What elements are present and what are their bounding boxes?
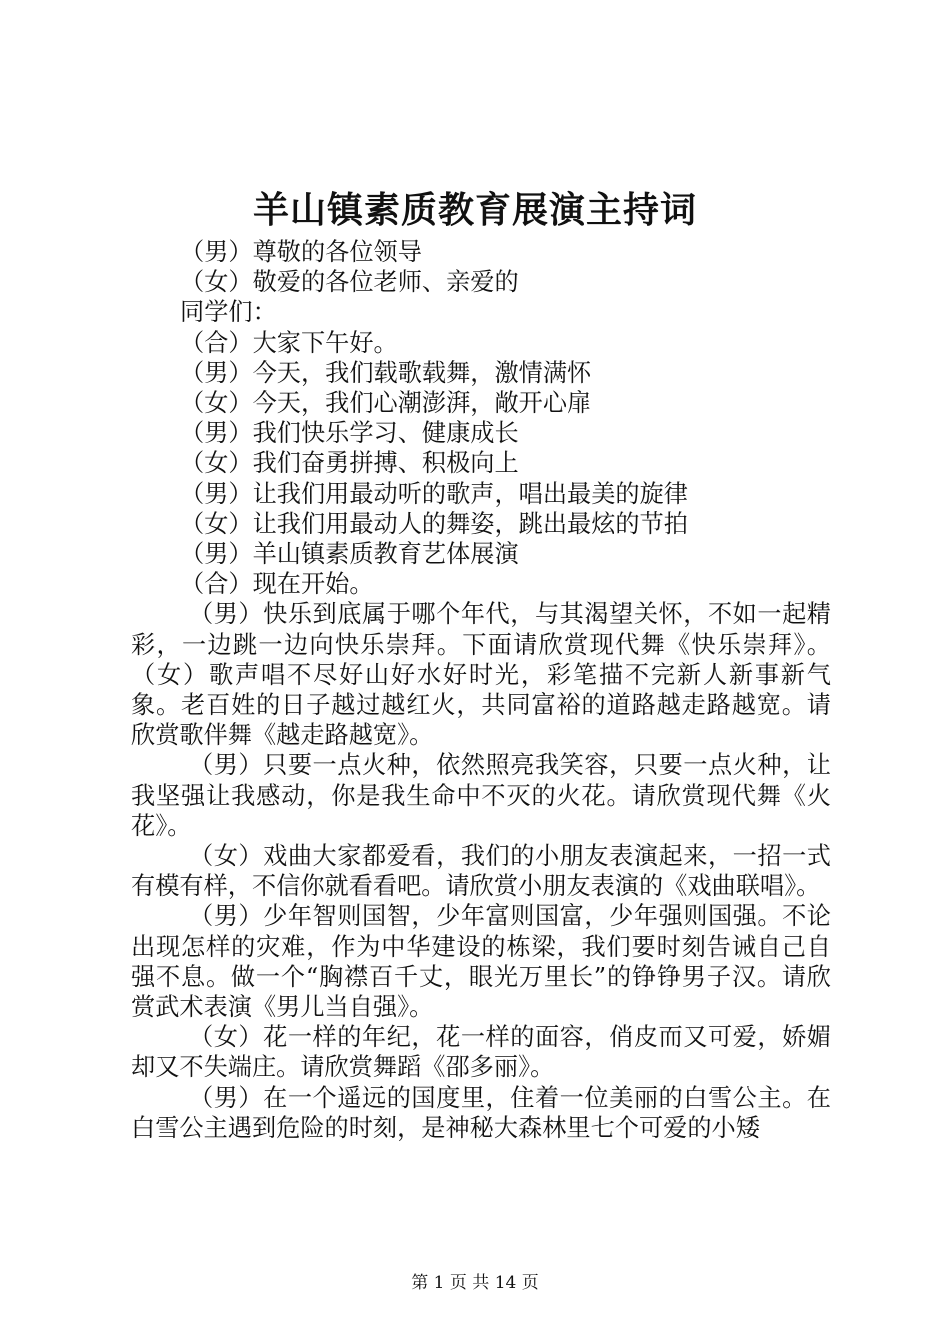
dialogue-line: （女）我们奋勇拼搏、积极向上 bbox=[180, 449, 519, 478]
dialogue-line: （男）让我们用最动听的歌声，唱出最美的旋律 bbox=[180, 479, 688, 508]
dialogue-line: （女）让我们用最动人的舞姿，跳出最炫的节拍 bbox=[180, 509, 688, 538]
page-footer: 第 1 页 共 14 页 bbox=[411, 1273, 539, 1293]
document-body bbox=[131, 237, 831, 1143]
dialogue-line: （女）今天，我们心潮澎湃，敞开心扉 bbox=[180, 389, 592, 418]
dialogue-line: （男）尊敬的各位领导 bbox=[180, 238, 422, 266]
paragraph: （女）戏曲大家都爱看，我们的小朋友表演起来，一招一式有模有样，不信你就看看吧。请欣赏小朋友表演的《戏曲联唱》。 bbox=[131, 842, 831, 901]
dialogue-line: （女）敬爱的各位老师、亲爱的 bbox=[180, 268, 519, 297]
page-title: 羊山镇素质教育展演主持词 bbox=[252, 189, 697, 231]
paragraph: （男）在一个遥远的国度里，住着一位美丽的白雪公主。在白雪公主遇到危险的时刻，是神秘大森林里七个可爱的小矮 bbox=[131, 1083, 831, 1142]
dialogue-line: （合）现在开始。 bbox=[180, 570, 374, 599]
dialogue-line: （男）羊山镇素质教育艺体展演 bbox=[180, 540, 519, 569]
dialogue-line: （合）大家下午好。 bbox=[180, 328, 398, 357]
paragraph: （男）只要一点火种，依然照亮我笑容，只要一点火种，让我坚强让我感动，你是我生命中不灭的火花。请欣赏现代舞《火花》。 bbox=[131, 751, 831, 840]
paragraph: （男）快乐到底属于哪个年代，与其渴望关怀，不如一起精彩，一边跳一边向快乐崇拜。下面请欣赏现代舞《快乐崇拜》。（女）歌声唱不尽好山好水好时光，彩笔描不完新人新事新气象。老百姓的日子越过越红火，共同富裕的道路越走路越宽。请欣赏歌伴舞《越走路越宽》。 bbox=[131, 600, 831, 750]
dialogue-line: 同学们： bbox=[180, 298, 277, 327]
dialogue-line: （男）我们快乐学习、健康成长 bbox=[180, 419, 519, 448]
dialogue-line: （男）今天，我们载歌载舞，激情满怀 bbox=[180, 358, 592, 387]
paragraph: （女）花一样的年纪，花一样的面容，俏皮而又可爱，娇媚却又不失端庄。请欣赏舞蹈《邵多丽》。 bbox=[131, 1023, 831, 1082]
paragraph: （男）少年智则国智，少年富则国富，少年强则国强。不论出现怎样的灾难，作为中华建设的栋梁，我们要时刻告诫自己自强不息。做一个“胸襟百千丈，眼光万里长”的铮铮男子汉。请欣赏武术表演《男儿当自强》。 bbox=[131, 902, 831, 1022]
